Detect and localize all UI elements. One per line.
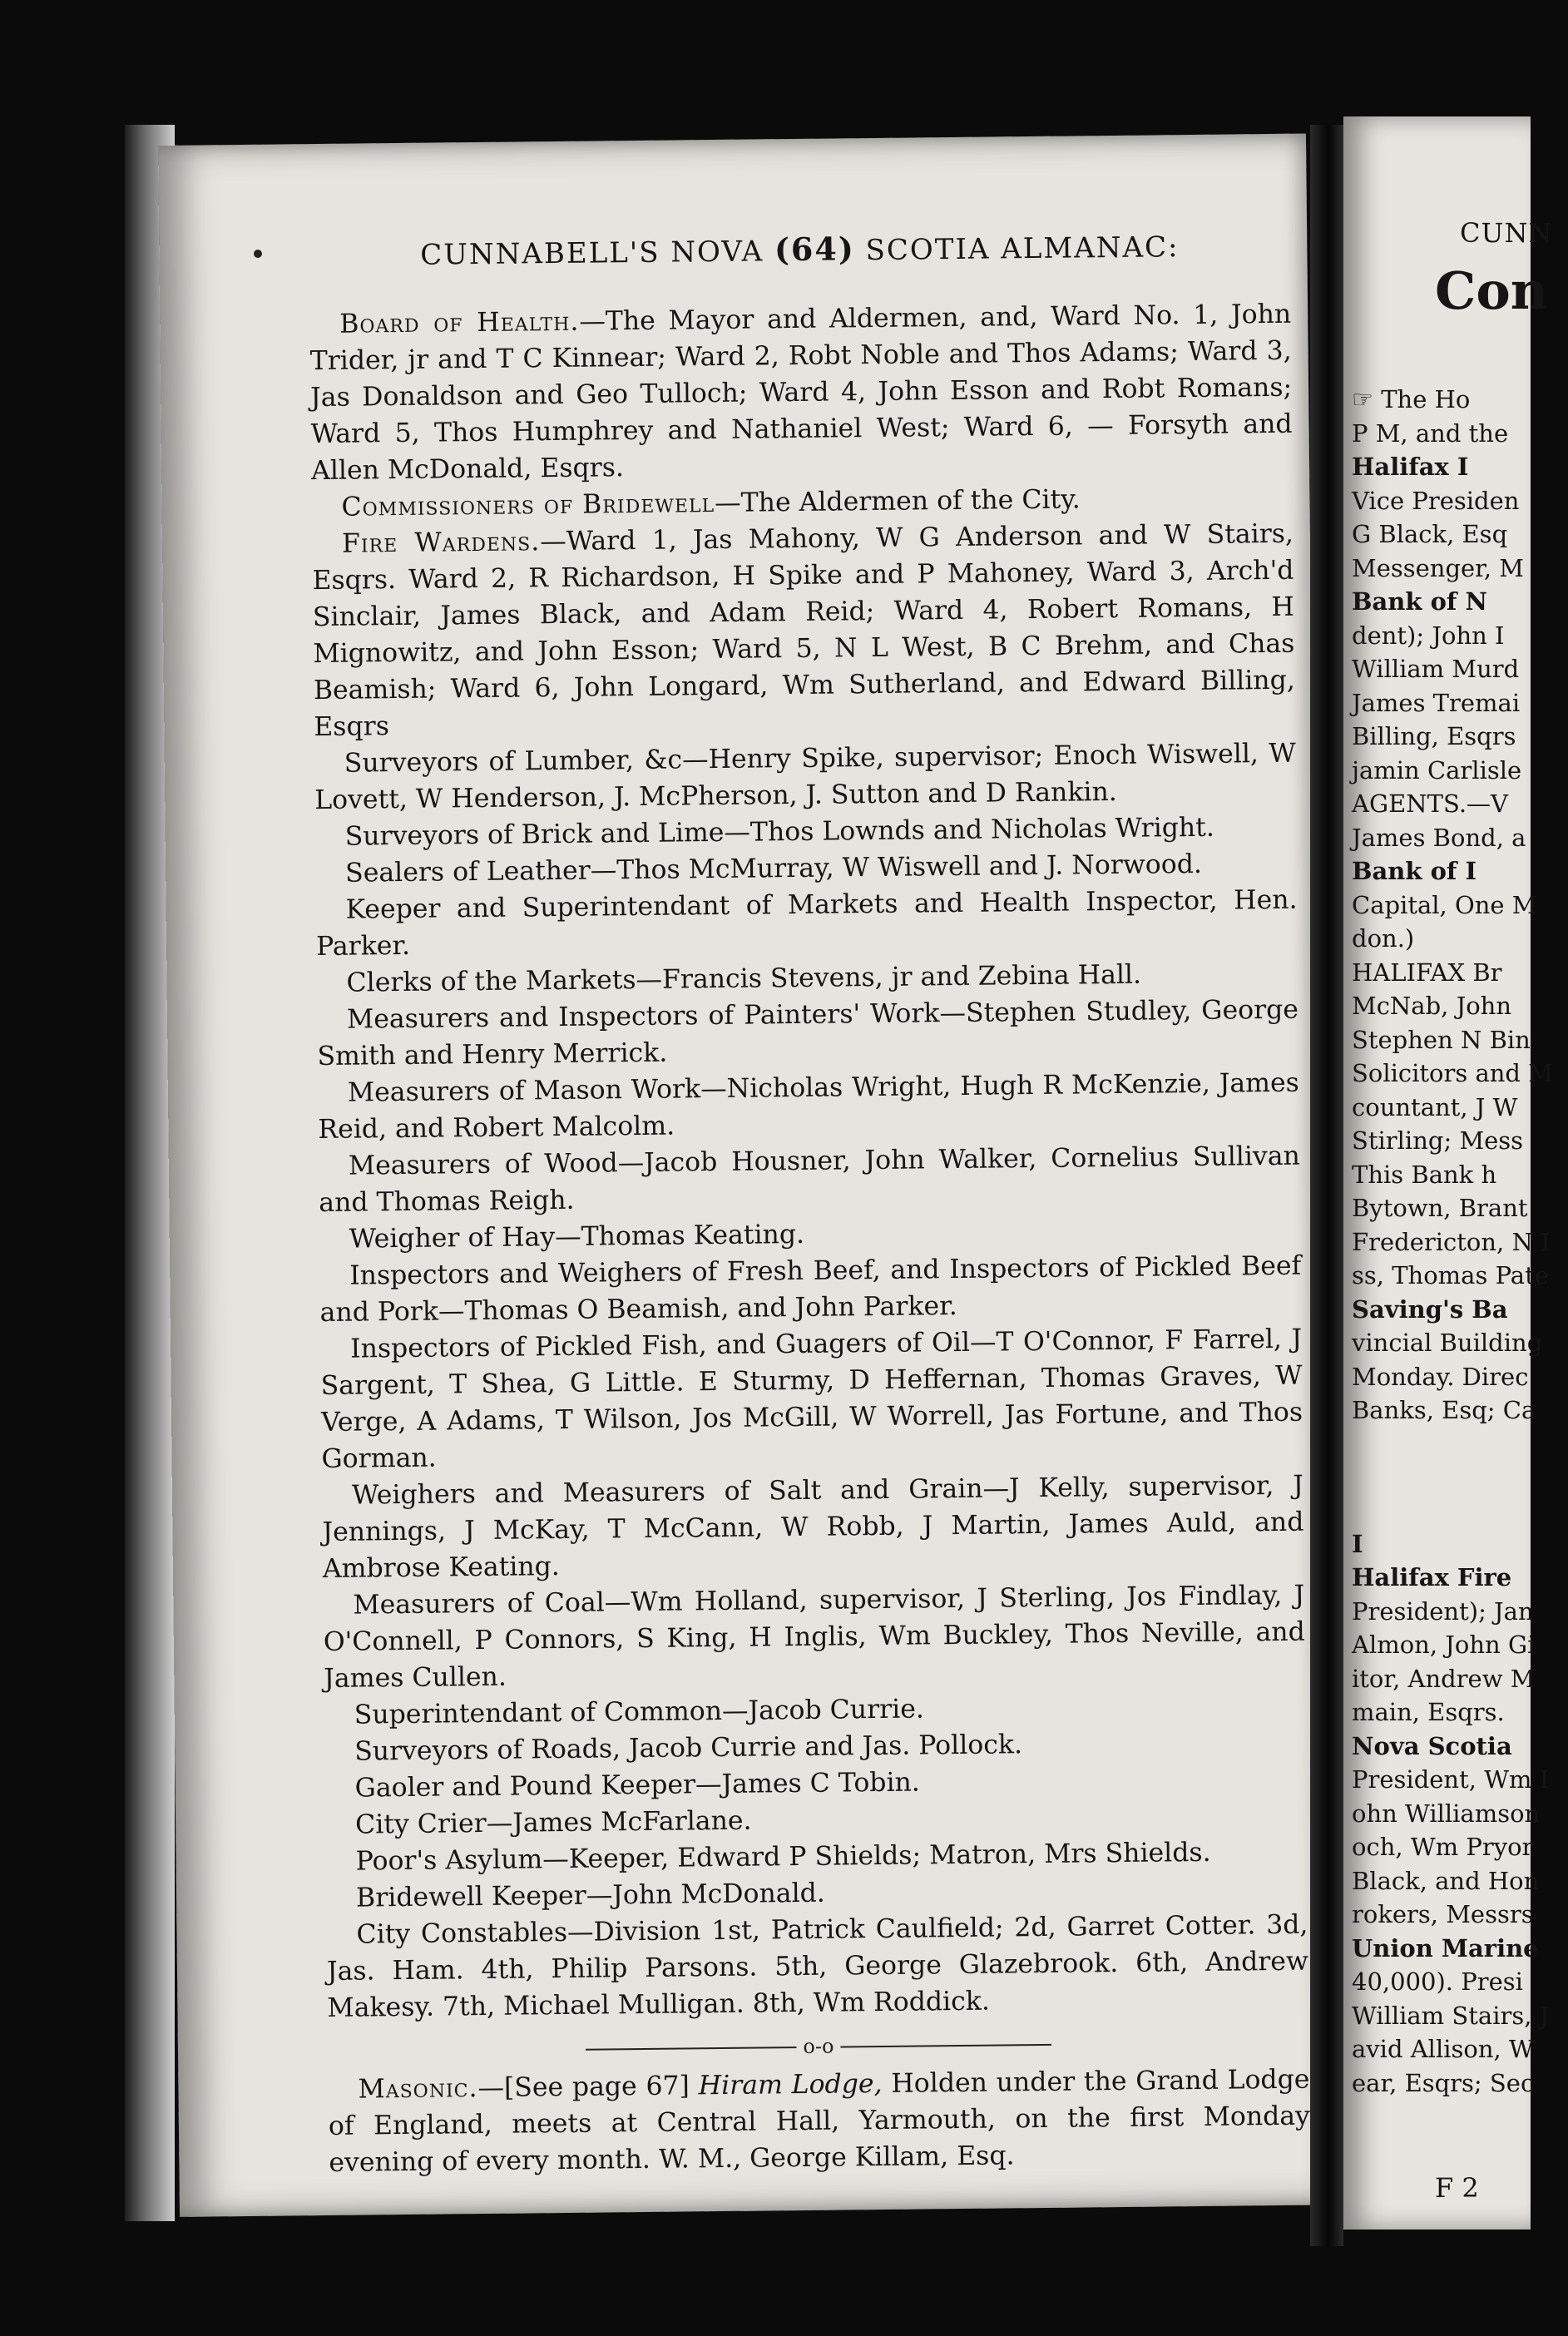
wood-measurers-entry: Measurers of Wood—Jacob Housner, John Walker, Cornelius Sullivan and Thomas Reigh. <box>319 1141 1300 1219</box>
right-page-line: This Bank h <box>1352 1160 1497 1189</box>
right-page-line: ss, Thomas Pate <box>1352 1261 1549 1289</box>
masonic-text-before: —[See page 67] <box>477 2071 690 2104</box>
right-page-line: dent); John I <box>1352 621 1505 650</box>
right-page-line: don.) <box>1352 924 1415 953</box>
city-crier-entry: City Crier—James McFarlane. <box>354 1805 752 1840</box>
right-page-line: Nova Scotia <box>1352 1731 1512 1760</box>
entry-text: —The Mayor and Aldermen, and, Ward No. 1, John Trider, jr and T C Kinnear; Ward 2, Robt Noble and Thos Adams; Ward 3, Jas Donaldson and Geo Tulloch; Ward 4, John Esson and Robt Romans; Ward 5, Thos Humphrey and Nathaniel West; Ward 6, — Forsyth and Allen McDonald, Esqrs. <box>309 299 1293 487</box>
right-page-line: countant, J W <box>1352 1092 1518 1121</box>
fish-oil-inspectors-entry: Inspectors of Pickled Fish, and Guagers of Oil—T O'Connor, F Farrel, J Sargent, T Shea, G Little. E Sturmy, D Heffernan, Thomas Graves, W Verge, A Adams, T Wilson, Jos McGill, W Worrell, Jas Fortune, and Thos Gorman. <box>320 1324 1303 1475</box>
entry-text: —Ward 1, Jas Mahony, W G Anderson and W Stairs, Esqrs. Ward 2, R Richardson, H Spike and P Mahoney, Ward 3, Arch'd Sinclair, James Black, and Adam Reid; Ward 4, Robert Romans, H Mignowitz, and John Esson; Ward 5, N L West, B C Brehm, and Chas Beamish; Ward 6, John Longard, Wm Sutherland, and Edward Billing, Esqrs <box>312 518 1295 743</box>
right-page-line: I <box>1352 1529 1363 1558</box>
right-page-fragment <box>1343 116 1553 2230</box>
mason-work-entry: Measurers of Mason Work—Nicholas Wright, Hugh R McKenzie, James Reid, and Robert Malcolm. <box>318 1067 1300 1146</box>
signature-mark: F 2 <box>1435 2172 1479 2204</box>
painters-work-entry: Measurers and Inspectors of Painters' Work—Stephen Studley, George Smith and Henry Merrick. <box>317 994 1299 1072</box>
right-page-title: Con <box>1435 260 1548 321</box>
right-page-line: AGENTS.—V <box>1352 789 1508 818</box>
leather-sealers-entry: Sealers of Leather—Thos McMurray, W Wiswell and J. Norwood. <box>344 849 1203 888</box>
right-page-line: vincial Building <box>1352 1329 1543 1357</box>
right-page-line: Fredericton, N I <box>1352 1227 1551 1256</box>
brick-lime-surveyors-entry: Surveyors of Brick and Lime—Thos Lownds and Nicholas Wright. <box>344 812 1215 852</box>
right-page-line: rokers, Messrs <box>1352 1900 1534 1928</box>
right-page-line: ☞ The Ho <box>1352 385 1471 413</box>
city-constables-entry: City Constables—Division 1st, Patrick Caulfield; 2d, Garret Cotter. 3d, Jas. Ham. 4th, Philip Parsons. 5th, George Glazebrook. 6th, Andrew Makesy. 7th, Michael Mulligan. 8th, Wm Roddick. <box>326 1909 1309 2023</box>
right-page-line: James Tremai <box>1352 688 1521 717</box>
separator-ornament: o-o <box>796 2035 840 2059</box>
common-superintendant-entry: Superintendant of Common—Jacob Currie. <box>354 1694 925 1730</box>
left-page-content <box>309 225 1310 2181</box>
right-page-line: P M, and the <box>1352 418 1509 448</box>
right-page-line: Black, and Hon <box>1352 1866 1540 1895</box>
right-page-line: Messenger, M <box>1352 553 1524 582</box>
right-page-line: Bank of N <box>1352 587 1487 616</box>
right-page-line: 40,000). Presi <box>1352 1967 1523 1996</box>
right-page-line: Stephen N Bin <box>1352 1025 1531 1054</box>
right-page-line: main, Esqrs. <box>1352 1698 1505 1726</box>
right-page-line: Monday. Direc <box>1352 1362 1529 1391</box>
salt-grain-entry: Weighers and Measurers of Salt and Grain—J Kelly, supervisor, J Jennings, J McKay, T McCann, W Robb, J Martin, James Auld, and Ambrose Keating. <box>322 1470 1304 1585</box>
poors-asylum-entry: Poor's Asylum—Keeper, Edward P Shields; Matron, Mrs Shields. <box>355 1837 1211 1877</box>
board-of-health-entry <box>309 296 1293 489</box>
bridewell-keeper-entry: Bridewell Keeper—John McDonald. <box>355 1878 826 1913</box>
right-page-line: President, Wm I <box>1352 1765 1550 1794</box>
right-page-line: ohn Williamson <box>1352 1799 1541 1828</box>
entry-text: —The Aldermen of the City. <box>714 484 1081 519</box>
right-page-line: William Murd <box>1352 655 1520 683</box>
book-gutter <box>1310 125 1343 2246</box>
right-page-line: avid Allison, W <box>1352 2035 1534 2063</box>
masonic-label: Masonic. <box>358 2073 478 2105</box>
right-page-line: Almon, John Gi <box>1352 1631 1536 1659</box>
page-number: (64) <box>774 230 856 269</box>
right-page-line: McNab, John <box>1352 992 1512 1020</box>
hay-weigher-entry: Weigher of Hay—Thomas Keating. <box>349 1219 805 1255</box>
right-running-head: CUNN <box>1460 217 1553 249</box>
right-page-line: jamin Carlisle <box>1352 755 1522 784</box>
right-page-line: Halifax I <box>1352 453 1469 481</box>
right-page-line: Vice Presiden <box>1352 486 1520 515</box>
right-page-line: Capital, One M <box>1352 890 1537 919</box>
left-page <box>158 134 1328 2217</box>
ink-dot <box>254 250 262 258</box>
lodge-name: Hiram Lodge, <box>698 2069 883 2101</box>
right-page-line: G Black, Esq <box>1352 520 1508 548</box>
section-separator <box>586 2036 1051 2057</box>
right-page-line: Saving's Ba <box>1352 1294 1508 1324</box>
fire-wardens-entry <box>312 516 1296 745</box>
right-page-lines <box>1352 383 1553 2100</box>
market-clerks-entry: Clerks of the Markets—Francis Stevens, jr and Zebina Hall. <box>346 959 1142 998</box>
right-page-line: Union Marine <box>1352 1933 1539 1962</box>
roads-surveyors-entry: Surveyors of Roads, Jacob Currie and Jas. Pollock. <box>354 1730 1023 1767</box>
right-page-line: Halifax Fire <box>1352 1563 1512 1591</box>
right-page-line: Solicitors and M <box>1352 1059 1553 1087</box>
right-page-line: itor, Andrew M <box>1352 1664 1536 1693</box>
masonic-text-after: Holden under the Grand Lodge of England, meets at Central Hall, Yarmouth, on the first Monday evening of every month. W. M., George Killam, Esq. <box>328 2064 1311 2178</box>
right-page-line: James Bond, a <box>1352 823 1526 852</box>
right-page-line: Stirling; Mess <box>1352 1126 1524 1155</box>
right-page-line: Billing, Esqrs <box>1352 722 1516 750</box>
right-page-line <box>1352 1428 1553 1527</box>
entry-label: Board of Health. <box>339 306 580 339</box>
gaoler-entry: Gaoler and Pound Keeper—James C Tobin. <box>354 1767 921 1804</box>
right-page-line: ear, Esqrs; Sec <box>1352 2068 1535 2097</box>
markets-keeper-entry: Keeper and Superintendant of Markets and Health Inspector, Hen. Parker. <box>315 884 1298 963</box>
right-page-line: HALIFAX Br <box>1352 958 1502 987</box>
masonic-entry <box>328 2061 1310 2181</box>
entry-label: Commissioners of Bridewell <box>341 488 715 522</box>
entry-label: Fire Wardens. <box>341 527 541 559</box>
lumber-surveyors-entry: Surveyors of Lumber, &c—Henry Spike, supervisor; Enoch Wiswell, W Lovett, W Henderson, J. McPherson, J. Sutton and D Rankin. <box>314 738 1296 816</box>
beef-inspectors-entry: Inspectors and Weighers of Fresh Beef, and Inspectors of Pickled Beef and Pork—Thomas O Beamish, and John Parker. <box>319 1250 1302 1329</box>
right-page-line: och, Wm Pryor <box>1352 1833 1534 1861</box>
right-page-line: President); Jan <box>1352 1596 1534 1626</box>
right-page-line: Banks, Esq; Ca <box>1352 1396 1536 1424</box>
running-head-left: CUNNABELL'S NOVA <box>419 235 764 272</box>
right-page-line: Bank of I <box>1352 857 1477 885</box>
running-head <box>309 225 1290 273</box>
right-page-line: Bytown, Brant <box>1352 1194 1528 1222</box>
coal-measurers-entry: Measurers of Coal—Wm Holland, supervisor, J Sterling, Jos Findlay, J O'Connell, P Connors, S King, H Inglis, Wm Buckley, Thos Neville, and James Cullen. <box>323 1580 1305 1695</box>
running-head-right: SCOTIA ALMANAC: <box>865 230 1180 268</box>
right-page-line: William Stairs, J <box>1352 2001 1550 2030</box>
